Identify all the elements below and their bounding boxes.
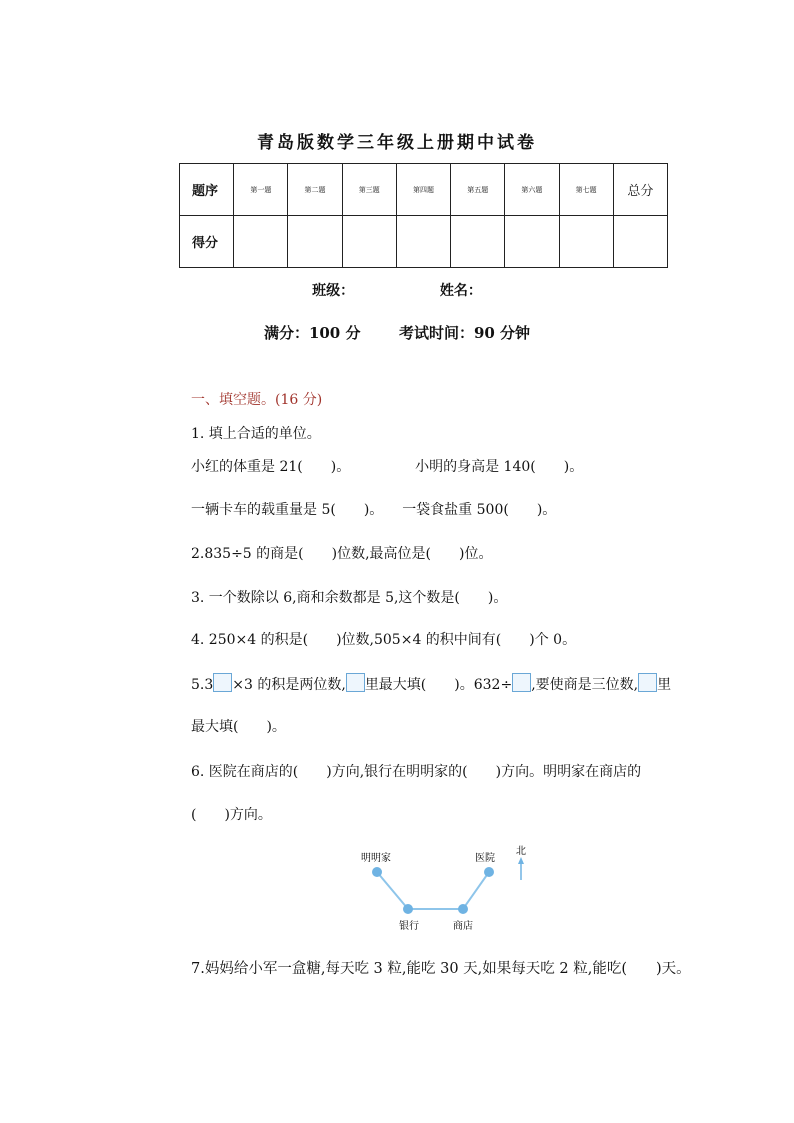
q5-text: 里最大填( )。632÷ — [364, 677, 513, 693]
blank-box — [512, 673, 531, 692]
score-cell — [342, 216, 396, 268]
col-q7: 第七题 — [559, 164, 613, 216]
exam-info-line — [0, 322, 794, 343]
col-q2: 第二题 — [288, 164, 342, 216]
q7: 7.妈妈给小军一盒糖,每天吃 3 粒,能吃 30 天,如果每天吃 2 粒,能吃( )天。 — [191, 961, 691, 977]
blank-box — [213, 673, 232, 692]
score-table — [179, 163, 668, 268]
north-label: 北 — [516, 846, 526, 857]
map-label-shop: 商店 — [453, 921, 473, 932]
q2: 2.835÷5 的商是( )位数,最高位是( )位。 — [191, 546, 493, 562]
score-cell — [288, 216, 342, 268]
q5-text: 里 — [657, 677, 672, 693]
row-header-order: 题序 — [180, 164, 234, 216]
map-label-home: 明明家 — [361, 853, 391, 864]
col-q3: 第三题 — [342, 164, 396, 216]
page-title: 青岛版数学三年级上册期中试卷 — [257, 133, 537, 153]
score-cell — [505, 216, 559, 268]
col-q4: 第四题 — [396, 164, 450, 216]
q1-c: 一辆卡车的载重量是 5( )。 — [191, 502, 384, 518]
q1-a: 小红的体重是 21( )。 — [191, 459, 351, 475]
col-q1: 第一题 — [234, 164, 288, 216]
q5-text: ×3 的积是两位数, — [232, 677, 346, 693]
q5-text: ,要使商是三位数, — [531, 677, 639, 693]
q3: 3. 一个数除以 6,商和余数都是 5,这个数是( )。 — [191, 590, 508, 606]
direction-map — [355, 840, 535, 935]
section-title: 一、填空题。(16 分) — [191, 392, 323, 408]
score-cell — [451, 216, 505, 268]
score-table-header-row — [180, 164, 668, 216]
score-cell — [613, 216, 667, 268]
q6-line1: 6. 医院在商店的( )方向,银行在明明家的( )方向。明明家在商店的 — [191, 764, 642, 780]
class-label: 班级： — [312, 283, 355, 299]
exam-time: 考试时间：90 分钟 — [398, 324, 531, 342]
q1-line-b — [191, 499, 556, 519]
name-label: 姓名： — [439, 283, 482, 299]
map-point-shop — [458, 904, 468, 914]
q5-line1 — [191, 673, 671, 694]
q1-title: 1. 填上合适的单位。 — [191, 426, 321, 442]
map-label-bank: 银行 — [399, 921, 419, 932]
q1-d: 一袋食盐重 500( )。 — [402, 502, 557, 518]
q4: 4. 250×4 的积是( )位数,505×4 的积中间有( )个 0。 — [191, 632, 577, 648]
student-info-line — [0, 280, 794, 300]
q1-b: 小明的身高是 140( )。 — [415, 459, 584, 475]
col-total: 总分 — [613, 164, 667, 216]
blank-box — [638, 673, 657, 692]
col-q6: 第六题 — [505, 164, 559, 216]
row-header-score: 得分 — [180, 216, 234, 268]
north-arrow-head-icon — [518, 857, 524, 864]
blank-box — [346, 673, 365, 692]
score-cell — [234, 216, 288, 268]
col-q5: 第五题 — [451, 164, 505, 216]
q5-line2: 最大填( )。 — [191, 719, 286, 735]
q1-line-a — [191, 456, 583, 476]
map-point-hospital — [484, 867, 494, 877]
full-marks: 满分：100 分 — [263, 324, 361, 342]
map-point-bank — [403, 904, 413, 914]
score-cell — [559, 216, 613, 268]
map-point-home — [372, 867, 382, 877]
map-route-line — [377, 872, 489, 909]
q5-text: 5.3 — [191, 677, 214, 693]
q6-line2: ( )方向。 — [191, 807, 272, 823]
score-table-score-row — [180, 216, 668, 268]
score-cell — [396, 216, 450, 268]
map-label-hospital: 医院 — [475, 853, 495, 864]
